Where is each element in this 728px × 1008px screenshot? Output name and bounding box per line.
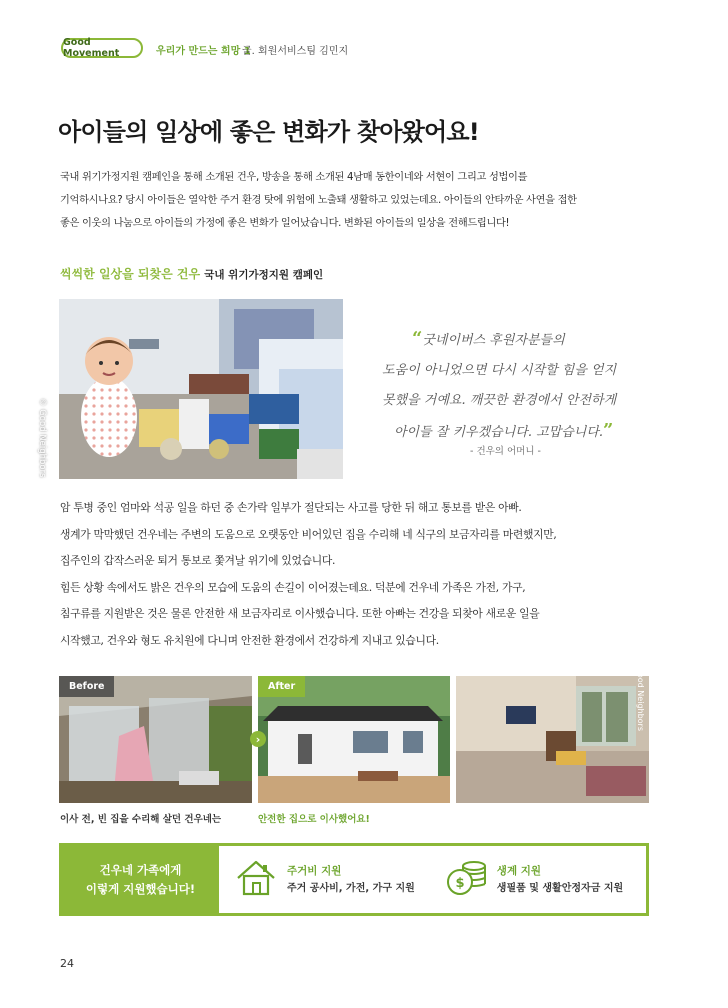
- quote-source: - 건우의 어머니 -: [470, 446, 541, 457]
- story-line: 암 투병 중인 엄마와 석공 일을 하던 중 손가락 일부가 절단되는 사고를 당한 뒤 해고 통보를 받은 아빠.: [60, 501, 522, 514]
- after-photo-interior: [456, 656, 649, 803]
- story-line: 침구류를 지원받은 것은 물론 안전한 새 보금자리로 이사했습니다. 또한 아빠는 건강을 되찾아 새로운 일을: [60, 607, 540, 620]
- coins-icon: [445, 858, 489, 902]
- quote-line: 아이들 잘 키우겠습니다. 고맙습니다.: [394, 425, 604, 440]
- author-credit: 글. 회원서비스팀 김민지: [242, 46, 349, 57]
- story-paragraph: [60, 495, 672, 654]
- quote-close-mark: ”: [603, 420, 614, 441]
- quote-line: 굿네이버스 후원자분들의: [422, 333, 565, 348]
- series-title: 우리가 만드는 희망 1: [156, 46, 251, 57]
- page-title: 아이들의 일상에 좋은 변화가 찾아왔어요!: [58, 118, 479, 146]
- before-photo: [59, 676, 252, 803]
- after-caption: 안전한 집으로 이사했어요!: [258, 814, 370, 825]
- support-summary-heading: [62, 846, 219, 913]
- section-heading: [60, 265, 323, 282]
- intro-line: 국내 위기가정지원 캠페인을 통해 소개된 건우, 방송을 통해 소개된 4남매 동한이네와 서현이 그리고 성법이를: [60, 172, 528, 183]
- quote-open-mark: “: [412, 328, 423, 349]
- story-line: 생계가 막막했던 건우네는 주변의 도움으로 오랫동안 비어있던 집을 수리해 네 식구의 보금자리를 마련했지만,: [60, 527, 557, 541]
- quote-line: 도움이 아니었으면 다시 시작할 힘을 얻지: [382, 363, 617, 378]
- story-line: 집주인의 갑작스러운 퇴거 통보로 쫓겨날 위기에 있었습니다.: [60, 554, 336, 567]
- support-item-living: [445, 846, 623, 913]
- intro-paragraph: [60, 166, 672, 235]
- page-number: 24: [60, 957, 74, 970]
- intro-line: 좋은 이웃의 나눔으로 아이들의 가정에 좋은 변화가 일어났습니다. 변화된 아이들의 일상을 전해드립니다!: [60, 218, 510, 229]
- intro-line: 기억하시나요? 당시 아이들은 열악한 주거 환경 탓에 위험에 노출돼 생활하고 있었는데요. 아이들의 안타까운 사연을 접한: [60, 195, 577, 206]
- support-heading-line: 이렇게 지원했습니다!: [85, 881, 196, 896]
- arrow-right-icon: ›: [250, 731, 266, 747]
- story-line: 시작했고, 건우와 형도 유치원에 다니며 안전한 환경에서 건강하게 지내고 있습니다.: [60, 633, 439, 647]
- house-icon: [235, 858, 277, 902]
- before-tag: Before: [59, 676, 114, 697]
- svg-text:$: $: [455, 875, 465, 891]
- before-caption: 이사 전, 빈 집을 수리해 살던 건우네는: [60, 814, 222, 825]
- support-heading-line: 건우네 가족에게: [99, 862, 182, 877]
- quote-line: 못했을 거예요. 깨끗한 환경에서 안전하게: [382, 393, 617, 408]
- section-heading-sub: 국내 위기가정지원 캠페인: [204, 269, 324, 281]
- photo-credit-interior: © Good Neighbors: [636, 656, 645, 731]
- section-heading-main: 씩씩한 일상을 되찾은 건우: [60, 267, 201, 281]
- support-item-title: 생계 지원: [496, 864, 542, 877]
- support-item-title: 주거비 지원: [287, 864, 342, 877]
- testimonial-quote: [372, 324, 672, 448]
- support-summary-box: [59, 843, 649, 916]
- child-donation-photo: [59, 299, 343, 479]
- photo-credit: © Good Neighbors: [37, 398, 47, 478]
- support-item-desc: 주거 공사비, 가전, 가구 지원: [287, 882, 415, 894]
- after-tag: After: [258, 676, 305, 697]
- after-interior-illustration: [456, 676, 649, 803]
- after-photo-exterior: [255, 676, 450, 803]
- series-badge: Good Movement: [61, 38, 143, 58]
- child-donation-illustration: [59, 299, 343, 479]
- support-item-housing: [235, 846, 415, 913]
- support-item-desc: 생필품 및 생활안정자금 지원: [496, 882, 624, 894]
- story-line: 힘든 상황 속에서도 밝은 건우의 모습에 도움의 손길이 이어졌는데요. 덕분에 건우네 가족은 가전, 가구,: [60, 580, 526, 594]
